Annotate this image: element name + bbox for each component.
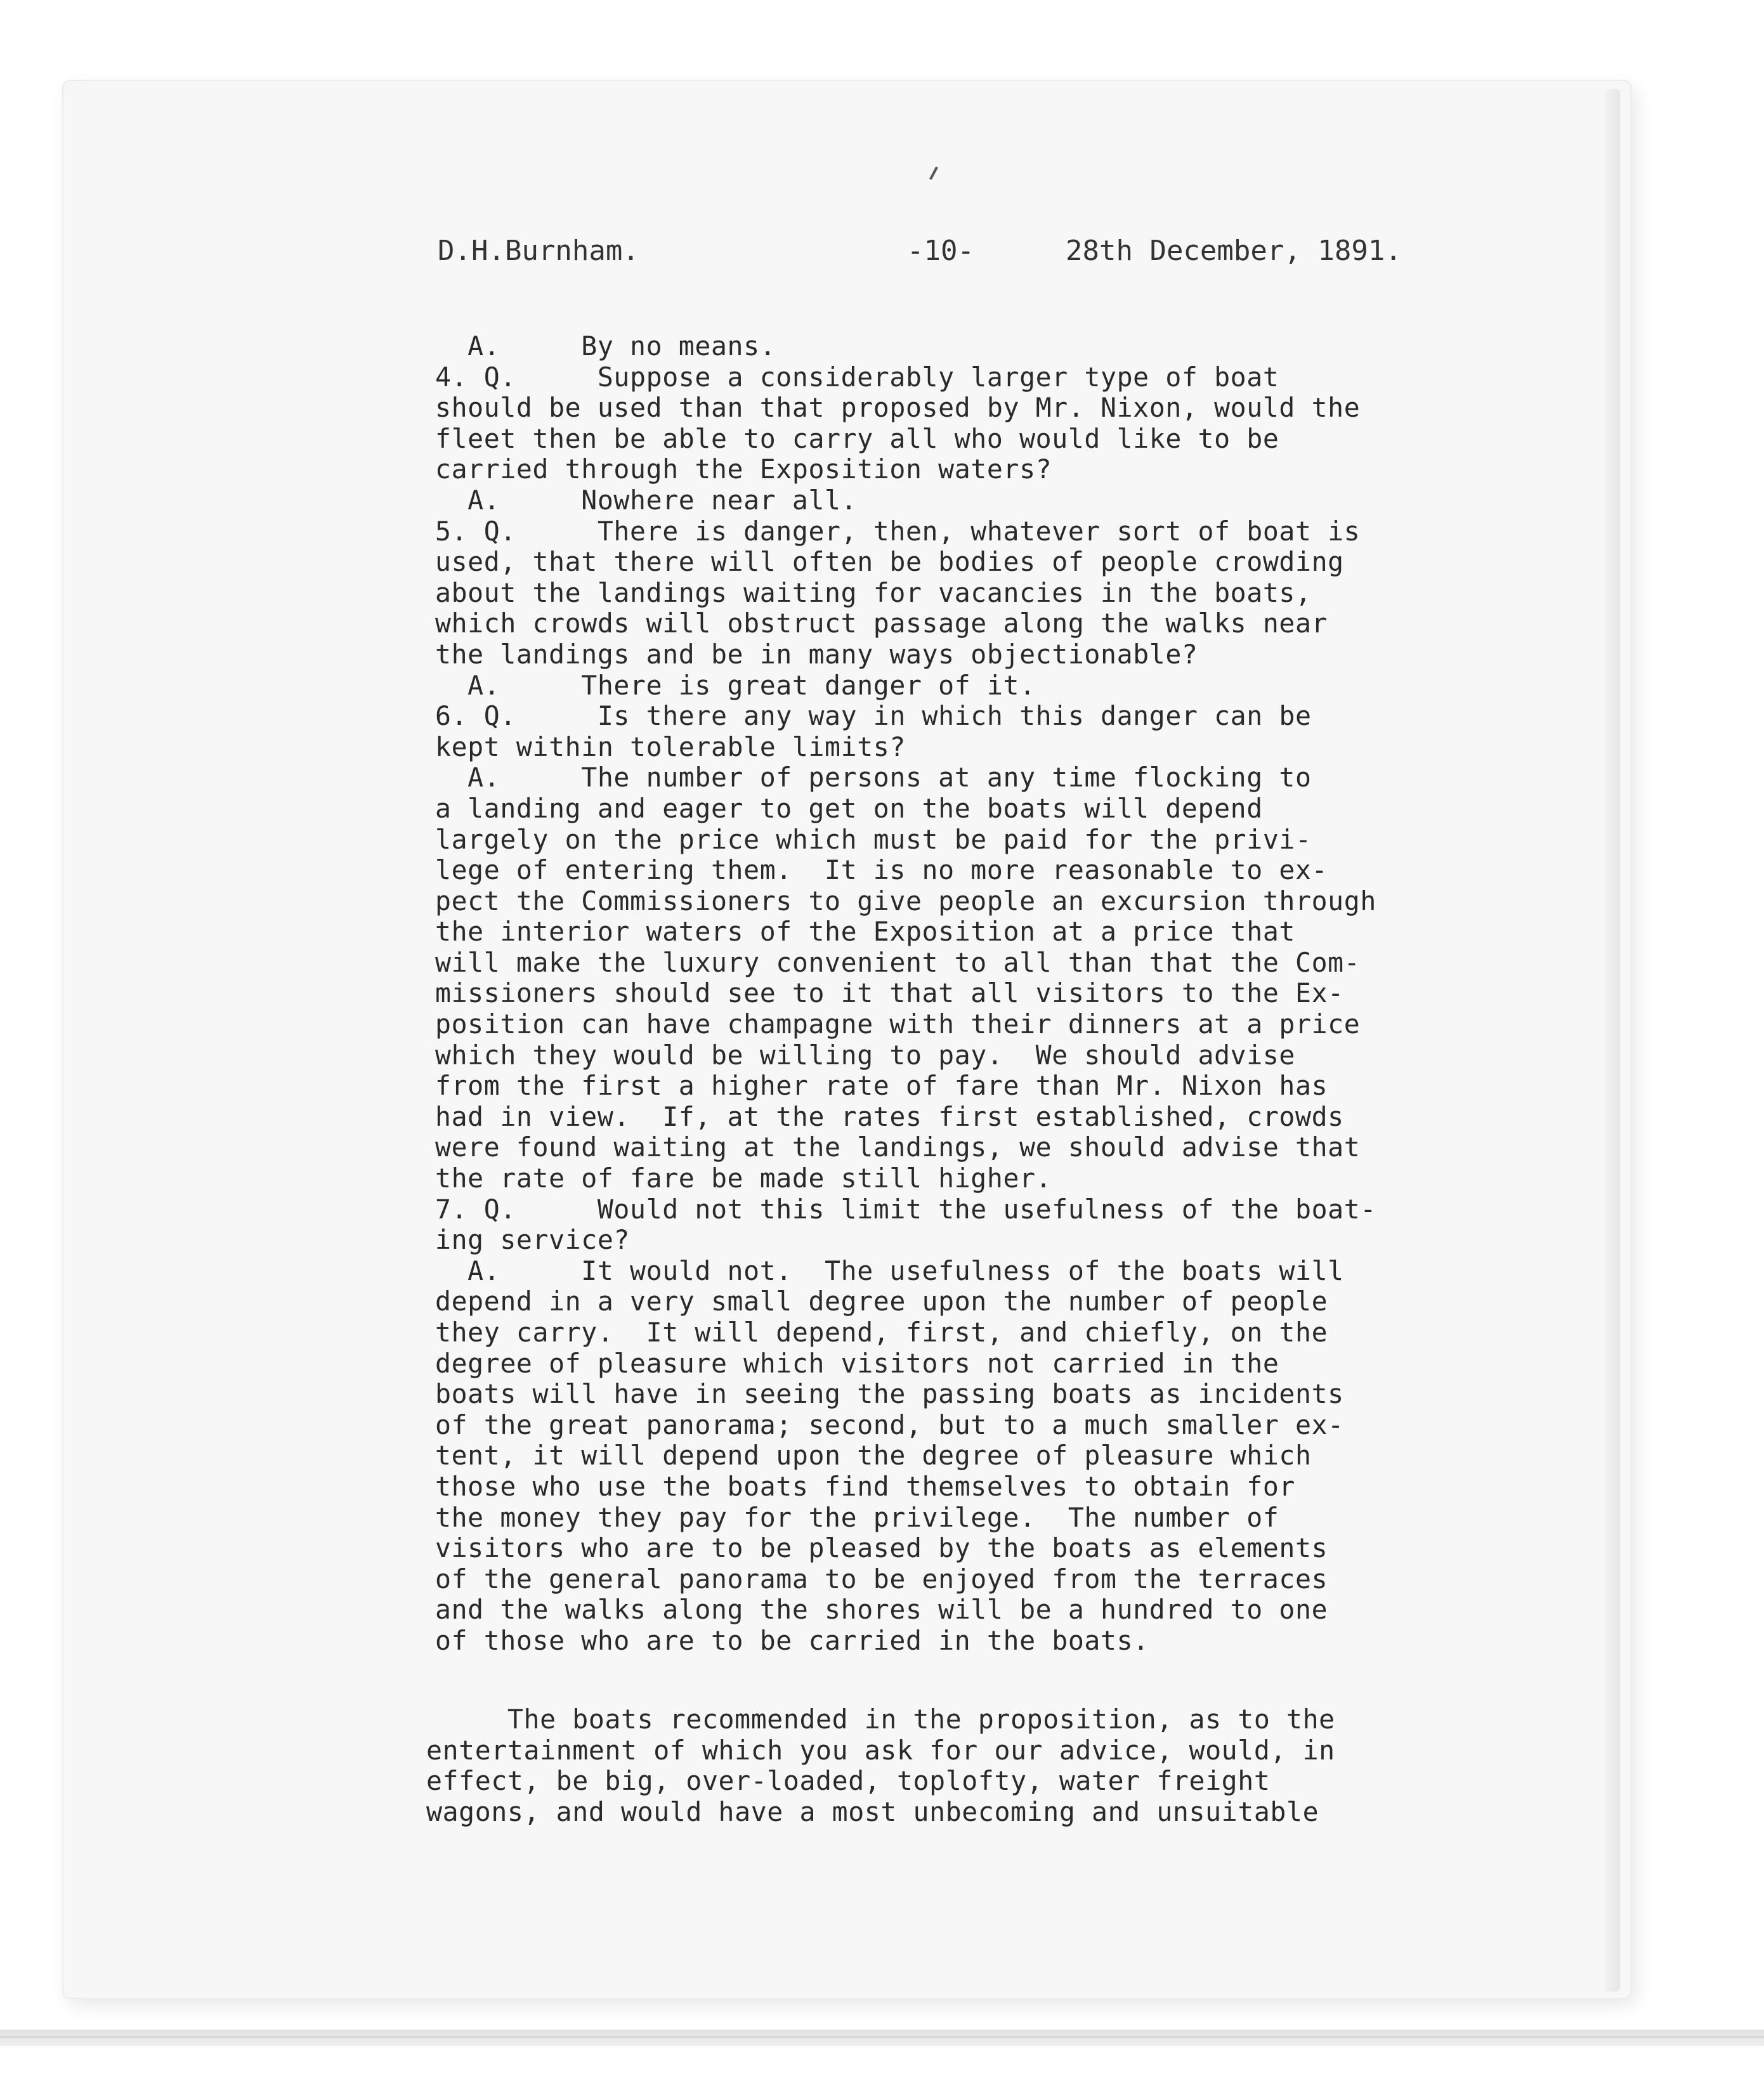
text-line: tent, it will depend upon the degree of pleasure which (435, 1440, 1312, 1471)
closing-line: effect, be big, over-loaded, toplofty, water freight (426, 1765, 1271, 1797)
text-line: from the first a higher rate of fare than Mr. Nixon has (435, 1070, 1328, 1102)
text-line: depend in a very small degree upon the number of people (435, 1286, 1328, 1317)
text-line: they carry. It will depend, first, and chiefly, on the (435, 1317, 1328, 1348)
text-line: largely on the price which must be paid for the privi- (435, 823, 1312, 855)
scanner-edge-line (0, 2036, 1764, 2038)
text-line: which they would be willing to pay. We should advise (435, 1039, 1296, 1071)
text-line: 6. Q. Is there any way in which this danger can be (435, 700, 1312, 732)
text-line: lege of entering them. It is no more reasonable to ex- (435, 854, 1328, 886)
closing-line: The boats recommended in the proposition, as to the (426, 1704, 1335, 1735)
text-line: ing service? (435, 1224, 630, 1256)
text-line: A. It would not. The usefulness of the boats will (435, 1255, 1344, 1286)
text-line: which crowds will obstruct passage along the walks near (435, 608, 1328, 639)
text-line: pect the Commissioners to give people an excursion through (435, 885, 1376, 917)
text-line: A. By no means. (435, 330, 776, 362)
text-line: those who use the boats find themselves to obtain for (435, 1470, 1296, 1502)
text-line: of the general panorama to be enjoyed from the terraces (435, 1563, 1328, 1595)
paper-edge (1605, 89, 1620, 1992)
text-line: used, that there will often be bodies of people crowding (435, 546, 1344, 578)
text-line: about the landings waiting for vacancies in the boats, (435, 577, 1312, 608)
text-line: of those who are to be carried in the boats. (435, 1624, 1149, 1656)
closing-line: wagons, and would have a most unbecoming and unsuitable (426, 1796, 1319, 1827)
text-line: position can have champagne with their dinners at a price (435, 1008, 1361, 1040)
text-line: the rate of fare be made still higher. (435, 1163, 1052, 1194)
closing-paragraph (426, 1704, 1517, 1827)
text-line: will make the luxury convenient to all than that the Com- (435, 946, 1361, 978)
closing-line: entertainment of which you ask for our advice, would, in (426, 1734, 1335, 1766)
text-line: should be used than that proposed by Mr. Nixon, would the (435, 392, 1361, 424)
scanner-shadow (0, 2030, 1764, 2046)
text-line: A. The number of persons at any time flocking to (435, 762, 1312, 793)
text-line: fleet then be able to carry all who would like to be (435, 422, 1279, 454)
header-recipient: D.H.Burnham. (438, 235, 639, 267)
text-line: degree of pleasure which visitors not carried in the (435, 1347, 1279, 1379)
letter-header (438, 235, 1453, 273)
text-line: A. There is great danger of it. (435, 669, 1036, 701)
text-line: had in view. If, at the rates first established, crowds (435, 1100, 1344, 1132)
text-line: boats will have in seeing the passing boats as incidents (435, 1378, 1344, 1410)
text-line: 5. Q. There is danger, then, whatever sort of boat is (435, 515, 1361, 547)
text-line: missioners should see to it that all visitors to the Ex- (435, 977, 1344, 1009)
text-line: of the great panorama; second, but to a much smaller ex- (435, 1409, 1344, 1440)
text-line: 4. Q. Suppose a considerably larger type of boat (435, 361, 1279, 393)
text-line: visitors who are to be pleased by the boats as elements (435, 1532, 1328, 1564)
text-line: kept within tolerable limits? (435, 731, 906, 762)
text-line: and the walks along the shores will be a hundred to one (435, 1594, 1328, 1626)
text-line: the money they pay for the privilege. The number of (435, 1501, 1279, 1533)
text-line: a landing and eager to get on the boats will depend (435, 792, 1263, 824)
letter-body (435, 331, 1526, 1657)
text-line: 7. Q. Would not this limit the usefulness of the boat- (435, 1193, 1376, 1225)
header-page-number: -10- (907, 235, 974, 267)
text-line: A. Nowhere near all. (435, 484, 858, 516)
header-date: 28th December, 1891. (1066, 235, 1402, 267)
text-line: were found waiting at the landings, we should advise that (435, 1132, 1361, 1163)
text-line: the landings and be in many ways objectionable? (435, 638, 1198, 670)
text-line: carried through the Exposition waters? (435, 453, 1052, 485)
text-line: the interior waters of the Exposition at a price that (435, 916, 1296, 948)
